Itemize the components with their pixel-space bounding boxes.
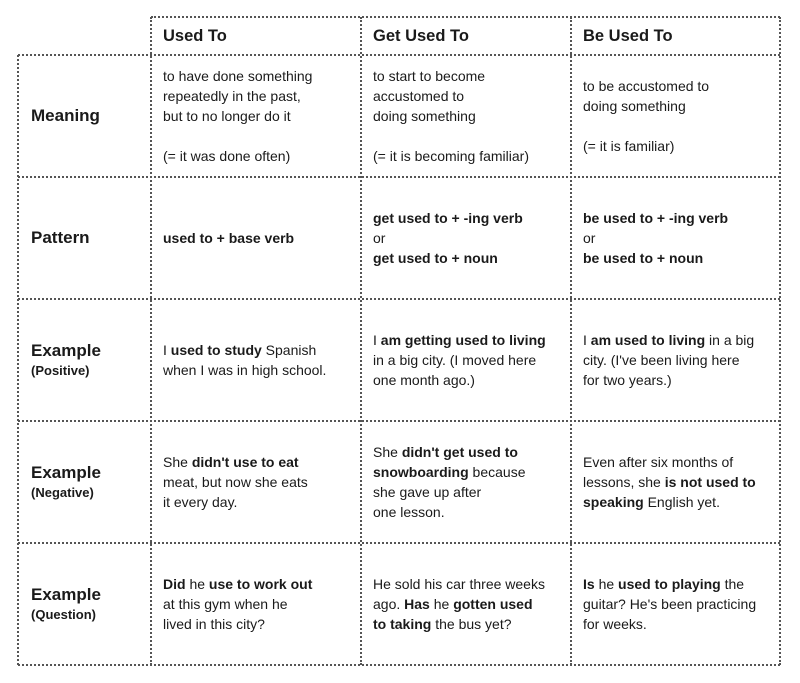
column-header: Get Used To [373,27,469,45]
cell-line: for two years.) [583,372,672,388]
table-cell [361,543,571,665]
grid-line [18,420,780,422]
table-cell [361,177,571,299]
cell-line: She didn't use to eat [163,454,299,470]
row-label-title: Example [31,463,101,482]
cell-line: to be accustomed to [583,78,710,94]
cell-line: one month ago.) [373,372,475,388]
grid-line [151,16,780,18]
cell-line: accustomed to [373,88,465,104]
grid-line [18,542,780,544]
table-cell [151,299,361,421]
bold-phrase: am used to living [590,332,706,348]
grid-line [18,298,780,300]
cell-line: or [583,230,596,246]
cell-line [163,228,353,248]
row-label [18,421,151,543]
row-label [18,55,151,177]
blank-line [163,126,353,146]
bold-phrase: used to playing [618,576,721,592]
cell-line [583,208,772,228]
cell-line: Did he use to work out [163,576,313,592]
cell-line: He sold his car three weeks [373,576,545,592]
cell-line: it every day. [163,494,238,510]
bold-phrase: am getting used to living [380,332,546,348]
table-cell [571,299,780,421]
cell-line: I am getting used to living [373,332,546,348]
cell-line [373,248,563,268]
table-cell [361,421,571,543]
table-cell [571,177,780,299]
table-cell [571,543,780,665]
bold-phrase: get used to + noun [373,250,498,266]
cell-line: but to no longer do it [163,108,291,124]
bold-phrase: didn't use to eat [191,454,299,470]
column-header: Be Used To [583,27,673,45]
row-label-subtitle: (Positive) [31,363,90,378]
bold-phrase: Is [583,576,595,592]
cell-line: I used to study Spanish [163,342,317,358]
cell-line: doing something [583,98,686,114]
cell-line: to taking the bus yet? [373,616,512,632]
cell-line: repeatedly in the past, [163,88,301,104]
row-label-subtitle: (Negative) [31,485,94,500]
cell-line: city. (I've been living here [583,352,740,368]
bold-phrase: Did [163,576,186,592]
cell-line: ago. Has he gotten used [373,596,533,612]
cell-line: doing something [373,108,476,124]
bold-phrase: is not used to [664,474,756,490]
cell-line [583,248,772,268]
row-label-title: Meaning [31,106,100,125]
bold-phrase: snowboarding [373,464,469,480]
cell-line: guitar? He's been practicing [583,596,757,612]
bold-phrase: to taking [373,616,432,632]
row-label [18,543,151,665]
cell-line: in a big city. (I moved here [373,352,537,368]
grid-line [360,17,362,665]
row-label [18,299,151,421]
bold-phrase: get used to + -ing verb [373,210,523,226]
cell-line: to have done something [163,68,313,84]
row-label-title: Example [31,341,101,360]
bold-phrase: didn't get used to [401,444,518,460]
bold-phrase: used to study [170,342,262,358]
cell-line: I am used to living in a big [583,332,755,348]
grid-line [18,664,780,666]
cell-line: (= it is familiar) [583,138,675,154]
table-cell [151,543,361,665]
grid-line [17,55,19,665]
cell-line: Is he used to playing the [583,576,745,592]
cell-line: meat, but now she eats [163,474,308,490]
cell-line: one lesson. [373,504,445,520]
cell-line: snowboarding because [373,464,526,480]
cell-line: speaking English yet. [583,494,720,510]
table-cell [571,55,780,177]
row-label [18,177,151,299]
bold-phrase: speaking [583,494,644,510]
cell-line: when I was in high school. [163,362,327,378]
row-label-subtitle: (Question) [31,607,96,622]
cell-line: lived in this city? [163,616,265,632]
blank-line [373,126,563,146]
cell-line: for weeks. [583,616,647,632]
row-label-title: Pattern [31,228,90,247]
cell-line: She didn't get used to [373,444,518,460]
table-cell [571,421,780,543]
grid-line [570,17,572,665]
cell-line [373,208,563,228]
cell-line: she gave up after [373,484,482,500]
table-cell [151,177,361,299]
grid-line [150,17,152,665]
column-header: Used To [163,27,227,45]
bold-phrase: be used to + -ing verb [583,210,729,226]
blank-line [583,116,772,136]
grid-line [779,17,781,665]
bold-phrase: Has [404,596,430,612]
cell-line: Even after six months of [583,454,734,470]
cell-line: (= it was done often) [163,148,291,164]
cell-line: to start to become [373,68,486,84]
cell-line: lessons, she is not used to [583,474,756,490]
cell-line: or [373,230,386,246]
bold-phrase: gotten used [453,596,533,612]
grid-line [18,54,780,56]
cell-line: at this gym when he [163,596,288,612]
table-cell [151,421,361,543]
table-cell [361,299,571,421]
cell-line: (= it is becoming familiar) [373,148,529,164]
bold-phrase: use to work out [208,576,313,592]
row-label-title: Example [31,585,101,604]
grid-line [18,176,780,178]
bold-phrase: be used to + noun [583,250,704,266]
table-cell [361,55,571,177]
bold-phrase: used to + base verb [163,230,295,246]
table-cell [151,55,361,177]
